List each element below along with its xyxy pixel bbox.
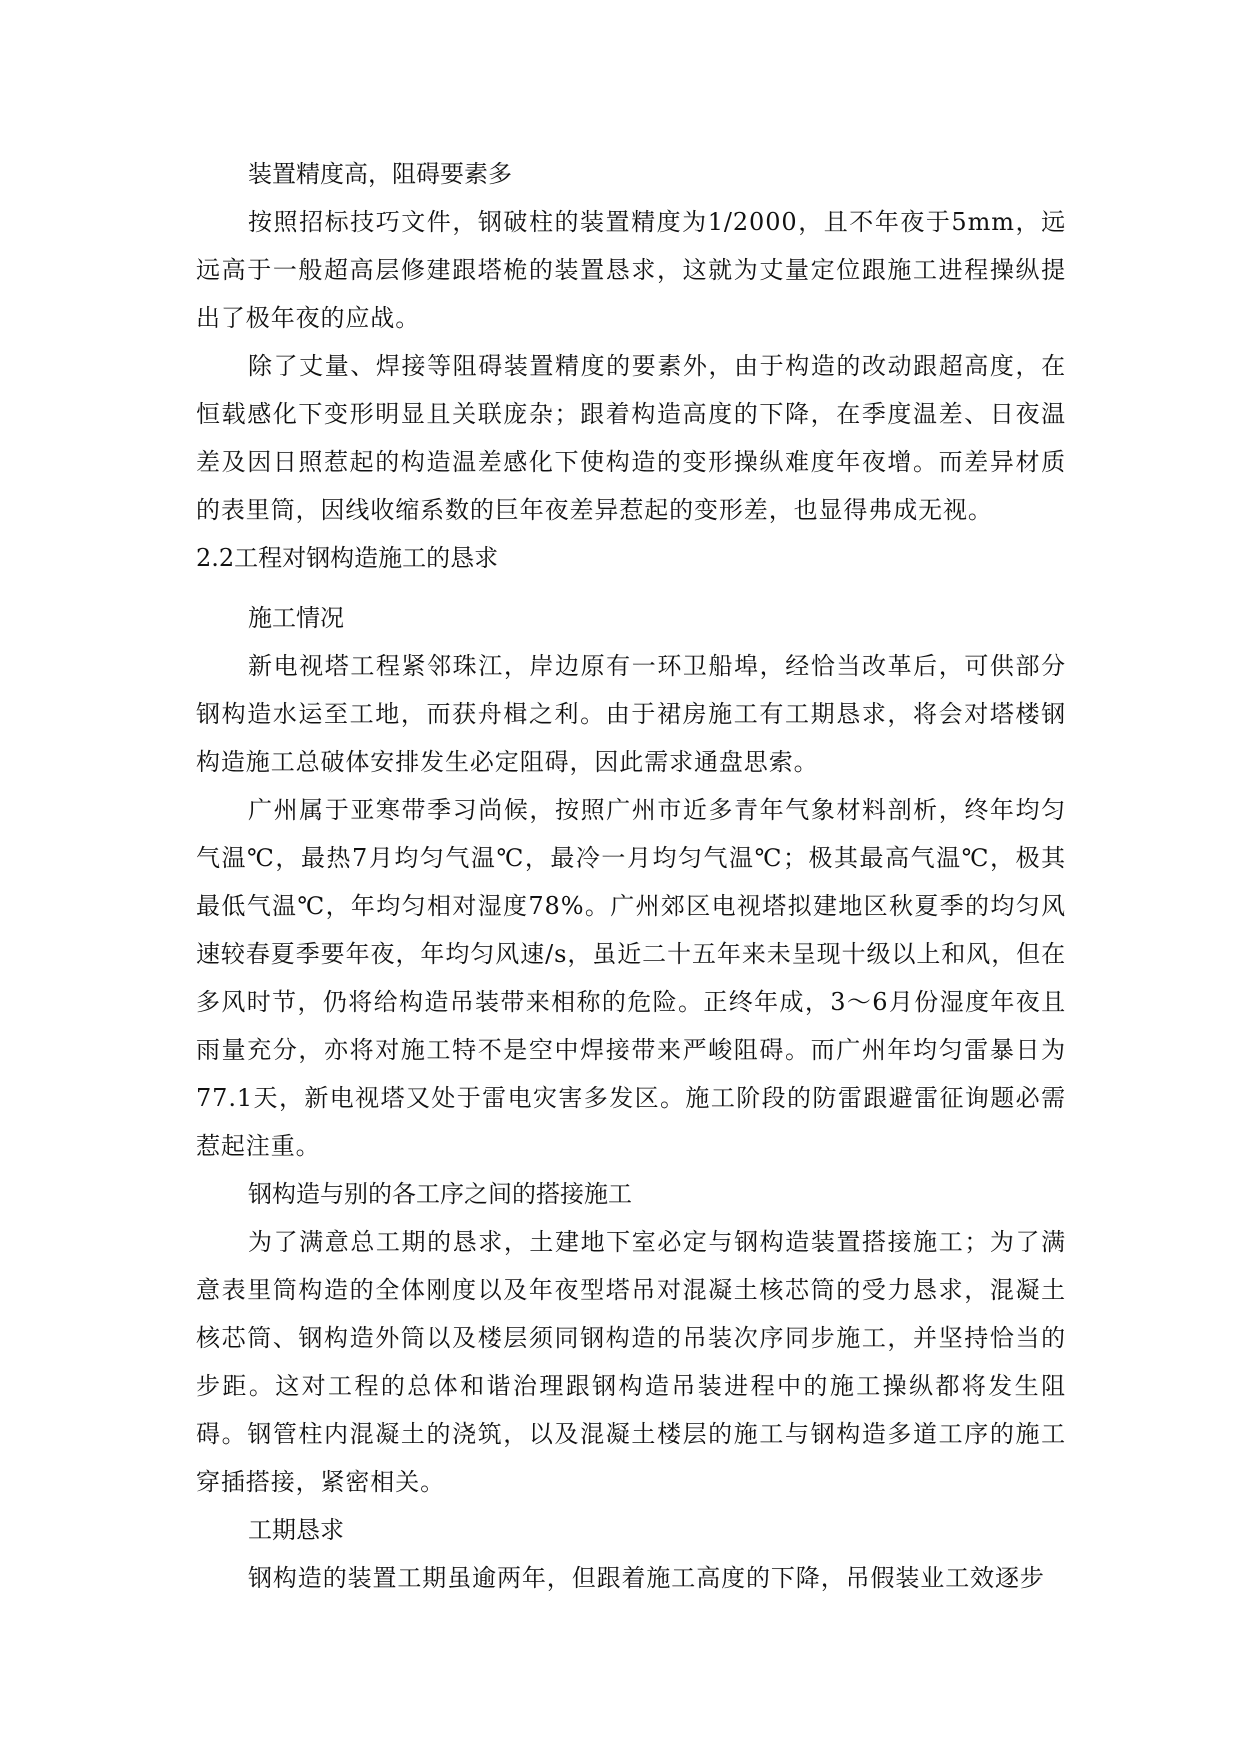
document-body bbox=[196, 150, 1066, 1602]
paragraph-climate: 广州属于亚寒带季习尚候，按照广州市近多青年气象材料剖析，终年均匀气温℃，最热7月均匀气温℃，最冷一月均匀气温℃；极其最高气温℃，极其最低气温℃，年均匀相对湿度78%。广州郊区电视塔拟建地区秋夏季的均匀风速较春夏季要年夜，年均匀风速/s，虽近二十五年来未呈现十级以上和风，但在多风时节，仍将给构造吊装带来相称的危险。正终年成，3～6月份湿度年夜且雨量充分，亦将对施工特不是空中焊接带来严峻阻碍。而广州年均匀雷暴日为77.1天，新电视塔又处于雷电灾害多发区。施工阶段的防雷跟避雷征询题必需惹起注重。 bbox=[196, 796, 1066, 1160]
subheading-schedule: 工期恳求 bbox=[248, 1516, 344, 1544]
paragraph-schedule: 钢构造的装置工期虽逾两年，但跟着施工高度的下降，吊假装业工效逐步 bbox=[248, 1564, 1045, 1592]
paragraph-site-location: 新电视塔工程紧邻珠江，岸边原有一环卫船埠，经恰当改革后，可供部分钢构造水运至工地，而获舟楫之利。由于裙房施工有工期恳求，将会对塔楼钢构造施工总破体安排发生必定阻碍，因此需求通盘思索。 bbox=[196, 652, 1066, 776]
section-heading-2-2: 2.2工程对钢构造施工的恳求 bbox=[196, 544, 499, 572]
subheading-precision: 装置精度高，阻碍要素多 bbox=[248, 160, 512, 188]
subheading-construction-conditions: 施工情况 bbox=[248, 604, 344, 632]
paragraph-precision-spec: 按照招标技巧文件，钢破柱的装置精度为1/2000，且不年夜于5mm，远远高于一般超高层修建跟塔桅的装置恳求，这就为丈量定位跟施工进程操纵提出了极年夜的应战。 bbox=[196, 208, 1066, 332]
paragraph-deformation: 除了丈量、焊接等阻碍装置精度的要素外，由于构造的改动跟超高度，在恒载感化下变形明显且关联庞杂；跟着构造高度的下降，在季度温差、日夜温差及因日照惹起的构造温差感化下使构造的变形操纵难度年夜增。而差异材质的表里筒，因线收缩系数的巨年夜差异惹起的变形差，也显得弗成无视。 bbox=[196, 352, 1066, 524]
paragraph-overlap-details: 为了满意总工期的恳求，土建地下室必定与钢构造装置搭接施工；为了满意表里筒构造的全体刚度以及年夜型塔吊对混凝土核芯筒的受力恳求，混凝土核芯筒、钢构造外筒以及楼层须同钢构造的吊装次序同步施工，并坚持恰当的步距。这对工程的总体和谐治理跟钢构造吊装进程中的施工操纵都将发生阻碍。钢管柱内混凝土的浇筑，以及混凝土楼层的施工与钢构造多道工序的施工穿插搭接，紧密相关。 bbox=[196, 1228, 1066, 1496]
subheading-overlap-construction: 钢构造与别的各工序之间的搭接施工 bbox=[248, 1180, 632, 1208]
